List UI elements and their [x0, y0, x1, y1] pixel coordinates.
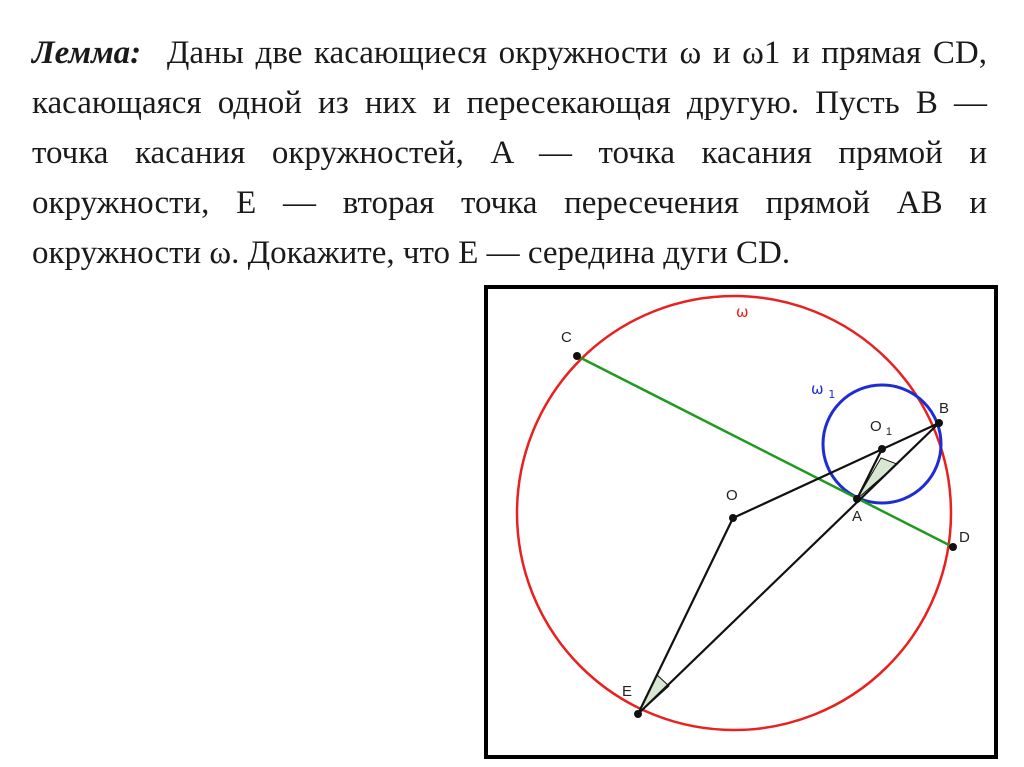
- point-B: [935, 419, 943, 427]
- label-O: O: [726, 487, 738, 504]
- point-O1: [878, 445, 886, 453]
- geometry-diagram: [488, 289, 994, 755]
- label-omega1-main: ω: [811, 380, 824, 398]
- figure-frame: [484, 285, 998, 759]
- angle-marker-A: [857, 458, 897, 499]
- label-omega: ω: [736, 303, 749, 321]
- label-A: A: [852, 508, 863, 525]
- point-C: [573, 352, 581, 360]
- segment-E-B: [638, 423, 939, 714]
- label-B: B: [939, 400, 950, 417]
- label-omega1-sub: 1: [828, 388, 836, 401]
- label-O1: [870, 418, 892, 438]
- label-O1-main: O: [870, 418, 882, 435]
- segment-O-B: [733, 423, 939, 518]
- point-A: [853, 495, 861, 503]
- lemma-label: Лемма:: [32, 35, 142, 71]
- lemma-statement: [32, 28, 987, 278]
- label-C: C: [561, 329, 572, 346]
- label-E: E: [622, 683, 633, 700]
- label-D: D: [959, 529, 970, 546]
- point-O: [729, 514, 737, 522]
- line-CD: [577, 356, 953, 547]
- label-omega1: [811, 380, 835, 401]
- point-E: [634, 710, 642, 718]
- lemma-body: Даны две касающиеся окружности ω и ω1 и прямая CD, касающаяся одной из них и пересекающая другую. Пусть B — точка касания окружностей, A — точка касания прямой и окружности, E — вторая точка пересечения прямой AB и окружности ω. Докажите, что E — середина дуги CD.: [32, 35, 988, 271]
- circle-omega1: [823, 385, 941, 503]
- label-O1-sub: 1: [885, 426, 892, 438]
- point-D: [949, 543, 957, 551]
- segment-O-E: [638, 518, 733, 714]
